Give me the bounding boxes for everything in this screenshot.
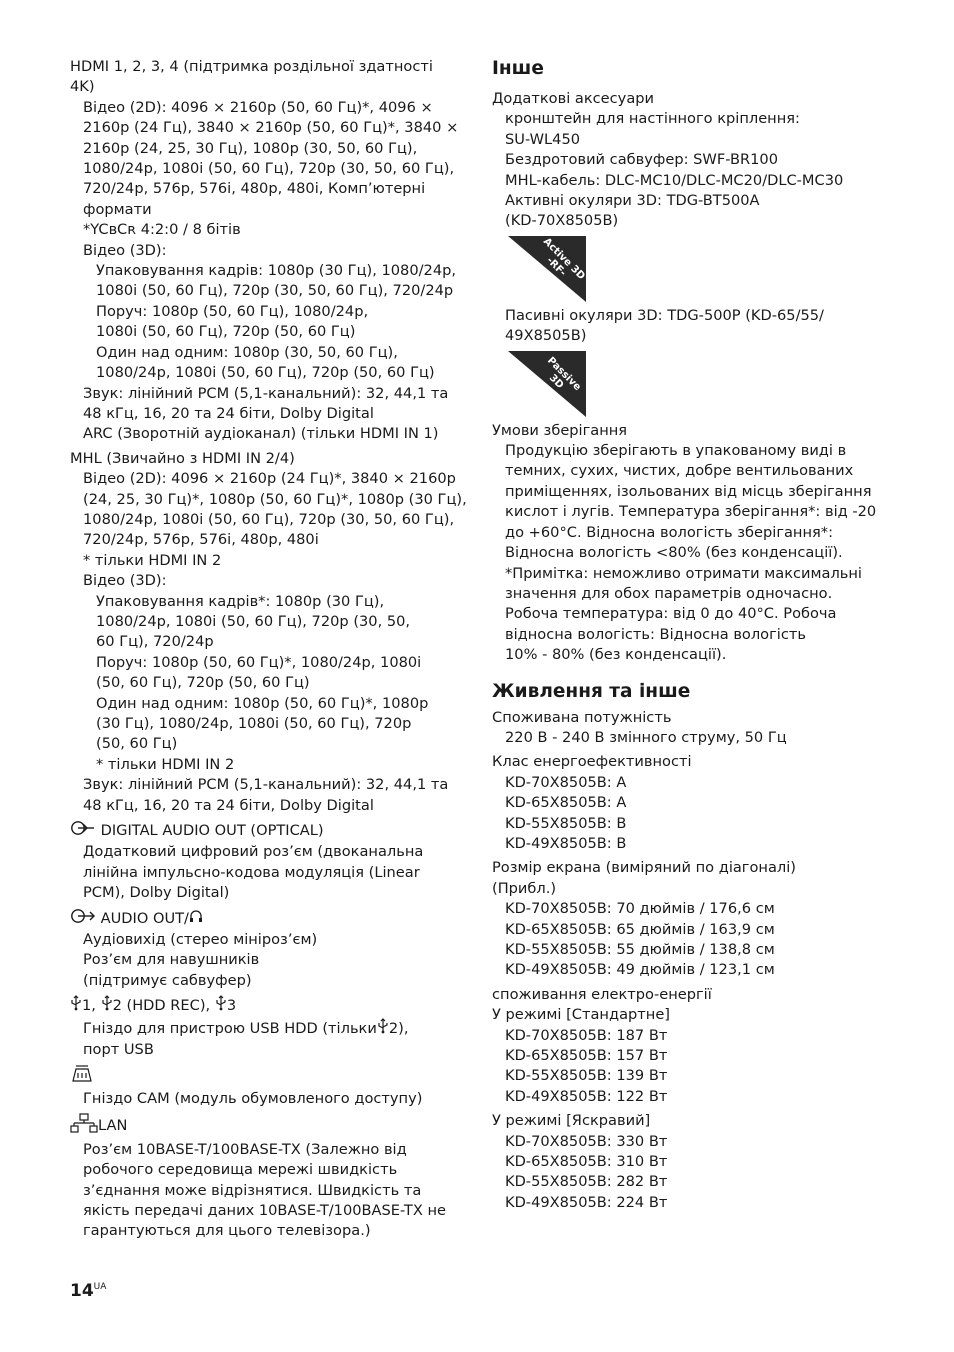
page-language-code: UA	[93, 1282, 107, 1292]
mhl-video3d-line: Поруч: 1080p (50, 60 Гц)*, 1080/24p, 1080i	[96, 653, 422, 671]
audio-out-line: (підтримує сабвуфер)	[83, 971, 252, 989]
standard-mode-line: KD-65X8505B: 157 Вт	[505, 1047, 668, 1065]
mhl-video3d-line: Упаковування кадрів*: 1080p (30 Гц),	[96, 592, 385, 610]
power-use-label: споживання електро-енергії	[492, 985, 712, 1003]
hdmi-video3d-line: 1080i (50, 60 Гц), 720p (50, 60 Гц)	[96, 323, 356, 341]
storage-line: приміщеннях, ізольованих від місць зберігання	[505, 482, 872, 500]
accessories-line: Активні окуляри 3D: TDG-BT500A	[505, 192, 760, 210]
page-number-value: 14	[70, 1281, 94, 1301]
usb-icon	[101, 995, 113, 1017]
usb-port-2: 2 (HDD REC),	[112, 997, 215, 1015]
vivid-mode-label: У режимі [Яскравий]	[492, 1112, 651, 1130]
mhl-video2d-line: 720/24p, 576p, 576i, 480p, 480i	[83, 531, 319, 549]
lan-line: Роз’єм 10BASE-T/100BASE-TX (Залежно від	[83, 1140, 407, 1158]
hdmi-video3d-line: 1080/24p, 1080i (50, 60 Гц), 720p (50, 60 Гц)	[96, 364, 435, 382]
hdmi-video2d-line: 1080/24p, 1080i (50, 60 Гц), 720p (30, 50, 60 Гц),	[83, 160, 455, 178]
usb-icon	[70, 995, 82, 1017]
storage-line: відносна вологість: Відносна вологість	[505, 625, 806, 643]
mhl-video3d-line: 60 Гц), 720/24p	[96, 633, 214, 651]
hdmi-video3d-line: Один над одним: 1080p (30, 50, 60 Гц),	[96, 343, 398, 361]
storage-line: Робоча температура: від 0 до 40°C. Робоча	[505, 605, 837, 623]
storage-line: значення для обох параметрів одночасно.	[505, 584, 833, 602]
mhl-title: MHL (Звичайно з HDMI IN 2/4)	[70, 449, 295, 467]
mhl-section	[70, 449, 467, 816]
optical-section	[70, 820, 450, 904]
accessories-line: кронштейн для настінного кріплення:	[505, 110, 800, 128]
hdmi-audio-line: Звук: лінійний PCM (5,1-канальний): 32, 44,1 та	[83, 384, 449, 402]
hdmi-section	[70, 57, 459, 445]
audio-out-icon	[70, 908, 96, 930]
cam-section	[70, 1065, 450, 1110]
energy-class-line: KD-65X8505B: A	[505, 794, 627, 812]
hdmi-arc-line: ARC (Зворотній аудіоканал) (тільки HDMI IN 1)	[83, 425, 439, 443]
lan-section	[70, 1113, 450, 1241]
mhl-video2d-note: * тільки HDMI IN 2	[83, 551, 222, 569]
cam-title-row	[70, 1065, 450, 1089]
optical-line: лінійна імпульсно-кодова модуляція (Linear	[83, 863, 420, 881]
active-3d-badge-label: Active 3D -RF-	[540, 235, 587, 282]
storage-line: кислот і лугів. Температура зберігання*: від -20	[505, 503, 877, 521]
accessories-line: Бездротовий сабвуфер: SWF-BR100	[505, 151, 778, 169]
screen-size-line: KD-49X8505B: 49 дюймів / 123,1 см	[505, 961, 775, 979]
audio-out-line: Аудіовихід (стерео мініроз’єм)	[83, 931, 318, 949]
screen-size-line: KD-55X8505B: 55 дюймів / 138,8 см	[505, 941, 775, 958]
consumption-label: Споживана потужність	[492, 708, 672, 726]
hdmi-title-line: 4K)	[70, 78, 95, 96]
storage-line: темних, сухих, чистих, добре вентильованих	[505, 462, 854, 480]
active-3d-badge	[506, 236, 586, 302]
usb-icon	[377, 1018, 389, 1040]
lan-title: LAN	[98, 1117, 128, 1135]
hdmi-audio-line: 48 кГц, 16, 20 та 24 біти, Dolby Digital	[83, 404, 374, 422]
usb-hdd-text: Гніздо для пристрою USB HDD (тільки	[83, 1019, 377, 1037]
mhl-video2d-line: 1080/24p, 1080i (50, 60 Гц), 720p (30, 50, 60 Гц),	[83, 510, 455, 528]
left-column	[70, 57, 467, 1242]
mhl-video3d-line: (50, 60 Гц)	[96, 735, 178, 753]
mhl-video3d-line: 1080/24p, 1080i (50, 60 Гц), 720p (30, 50,	[96, 612, 411, 630]
usb-port-1: 1,	[82, 997, 101, 1015]
screen-size-label: (Прибл.)	[492, 879, 557, 897]
hdmi-video2d-line: 2160p (24 Гц), 3840 × 2160p (50, 60 Гц)*, 3840 ×	[83, 119, 459, 137]
optical-line: PCM), Dolby Digital)	[83, 884, 230, 902]
usb-icon	[215, 995, 227, 1017]
hdmi-video2d-line: Відео (2D): 4096 × 2160p (50, 60 Гц)*, 4096 ×	[83, 98, 433, 116]
energy-class-line: KD-70X8505B: A	[505, 773, 627, 791]
mhl-video3d-line: (30 Гц), 1080/24p, 1080i (50, 60 Гц), 720p	[96, 715, 412, 732]
hdmi-video3d-line: 1080i (50, 60 Гц), 720p (30, 50, 60 Гц), 720/24p	[96, 282, 454, 300]
page-number	[70, 1281, 106, 1301]
usb-line	[70, 1018, 450, 1040]
hdmi-video3d-line: Поруч: 1080p (50, 60 Гц), 1080/24p,	[96, 302, 369, 320]
storage-line: Продукцію зберігають в упакованому виді в	[505, 442, 847, 460]
screen-size-line: KD-70X8505B: 70 дюймів / 176,6 см	[505, 900, 775, 918]
hdmi-video3d-label: Відео (3D):	[83, 241, 167, 259]
energy-class-line: KD-55X8505B: B	[505, 814, 627, 832]
mhl-audio-line: Звук: лінійний PCM (5,1-канальний): 32, 44,1 та	[83, 776, 449, 794]
right-column	[492, 57, 882, 1213]
lan-icon	[70, 1113, 98, 1139]
headphones-icon	[189, 909, 203, 929]
energy-class-line: KD-49X8505B: B	[505, 834, 627, 852]
optical-title: DIGITAL AUDIO OUT (OPTICAL)	[100, 822, 324, 840]
audio-out-section	[70, 908, 450, 992]
accessories-line: (KD-70X8505B)	[505, 212, 619, 230]
usb-section	[70, 995, 450, 1060]
passive-glasses-line: 49X8505B)	[505, 327, 587, 345]
storage-line: Відносна вологість <80% (без конденсації).	[505, 544, 843, 562]
hdmi-video2d-line: 720/24p, 576p, 576i, 480p, 480i, Комп’ютерні	[83, 180, 426, 198]
audio-out-line: Роз’єм для навушників	[83, 951, 260, 969]
mhl-video2d-line: (24, 25, 30 Гц)*, 1080p (50, 60 Гц)*, 1080p (30 Гц),	[83, 490, 467, 508]
screen-size-label: Розмір екрана (виміряний по діагоналі)	[492, 859, 796, 877]
mhl-video2d-line: Відео (2D): 4096 × 2160p (24 Гц)*, 3840 × 2160p	[83, 470, 456, 488]
passive-3d-badge	[506, 351, 586, 417]
audio-out-title-row	[70, 908, 450, 930]
audio-out-title: AUDIO OUT/	[100, 909, 189, 927]
consumption-value: 220 В - 240 В змінного струму, 50 Гц	[505, 728, 787, 746]
passive-glasses-line: Пасивні окуляри 3D: TDG-500P (KD-65/55/	[505, 306, 824, 324]
energy-class-label: Клас енергоефективності	[492, 753, 692, 771]
cam-slot-icon	[70, 1065, 94, 1089]
mhl-video3d-line: Один над одним: 1080p (50, 60 Гц)*, 1080p	[96, 694, 429, 712]
storage-line: *Примітка: неможливо отримати максимальні	[505, 564, 862, 582]
mhl-video3d-line: (50, 60 Гц), 720p (50, 60 Гц)	[96, 674, 310, 692]
optical-line: Додатковий цифровий роз’єм (двоканальна	[83, 843, 424, 861]
screen-size-line: KD-65X8505B: 65 дюймів / 163,9 см	[505, 920, 775, 938]
vivid-mode-line: KD-65X8505B: 310 Вт	[505, 1153, 668, 1171]
other-heading: Інше	[492, 58, 544, 79]
usb-line: порт USB	[83, 1041, 154, 1059]
lan-line: гарантуються для цього телевізора.)	[83, 1222, 371, 1240]
standard-mode-line: KD-49X8505B: 122 Вт	[505, 1087, 668, 1105]
power-heading: Живлення та інше	[492, 680, 691, 702]
usb-hdd-text-end: 2),	[388, 1019, 409, 1037]
lan-title-row	[70, 1113, 450, 1139]
vivid-mode-line: KD-49X8505B: 224 Вт	[505, 1193, 668, 1211]
storage-line: 10% - 80% (без конденсації).	[505, 646, 727, 664]
lan-line: робочого середовища мережі швидкість	[83, 1161, 398, 1179]
hdmi-video2d-line: 2160p (24, 25, 30 Гц), 1080p (30, 50, 60 Гц),	[83, 139, 418, 157]
vivid-mode-line: KD-70X8505B: 330 Вт	[505, 1132, 668, 1150]
hdmi-title-line: HDMI 1, 2, 3, 4 (підтримка роздільної здатності	[70, 58, 433, 75]
hdmi-video3d-line: Упаковування кадрів: 1080p (30 Гц), 1080/24p,	[96, 262, 457, 280]
hdmi-video2d-line: формати	[83, 200, 152, 218]
lan-line: якість передачі даних 10BASE-T/100BASE-TX не	[83, 1201, 446, 1219]
cam-line: Гніздо CAM (модуль обумовленого доступу)	[83, 1089, 423, 1107]
optical-title-row	[70, 820, 450, 842]
mhl-video3d-label: Відео (3D):	[83, 572, 167, 590]
usb-title-row	[70, 995, 450, 1017]
lan-line: з’єднання може відрізнятися. Швидкість та	[83, 1181, 422, 1199]
storage-label: Умови зберігання	[492, 421, 628, 439]
standard-mode-line: KD-55X8505B: 139 Вт	[505, 1067, 668, 1085]
optical-out-icon	[70, 820, 96, 842]
standard-mode-line: KD-70X8505B: 187 Вт	[505, 1026, 668, 1044]
accessories-line: MHL-кабель: DLC-MC10/DLC-MC20/DLC-MC30	[505, 171, 844, 189]
vivid-mode-line: KD-55X8505B: 282 Вт	[505, 1173, 668, 1191]
mhl-audio-line: 48 кГц, 16, 20 та 24 біти, Dolby Digital	[83, 796, 374, 814]
hdmi-ycbcr-note: *YCʙCʀ 4:2:0 / 8 бітів	[83, 221, 241, 239]
accessories-label: Додаткові аксесуари	[492, 90, 655, 107]
usb-port-3: 3	[226, 997, 237, 1015]
mhl-video3d-note: * тільки HDMI IN 2	[96, 755, 235, 773]
accessories-line: SU-WL450	[505, 130, 581, 148]
standard-mode-label: У режимі [Стандартне]	[492, 1006, 670, 1024]
passive-3d-badge-label: Passive 3D	[544, 354, 583, 393]
storage-line: до +60°C. Відносна вологість зберігання*:	[505, 523, 834, 541]
